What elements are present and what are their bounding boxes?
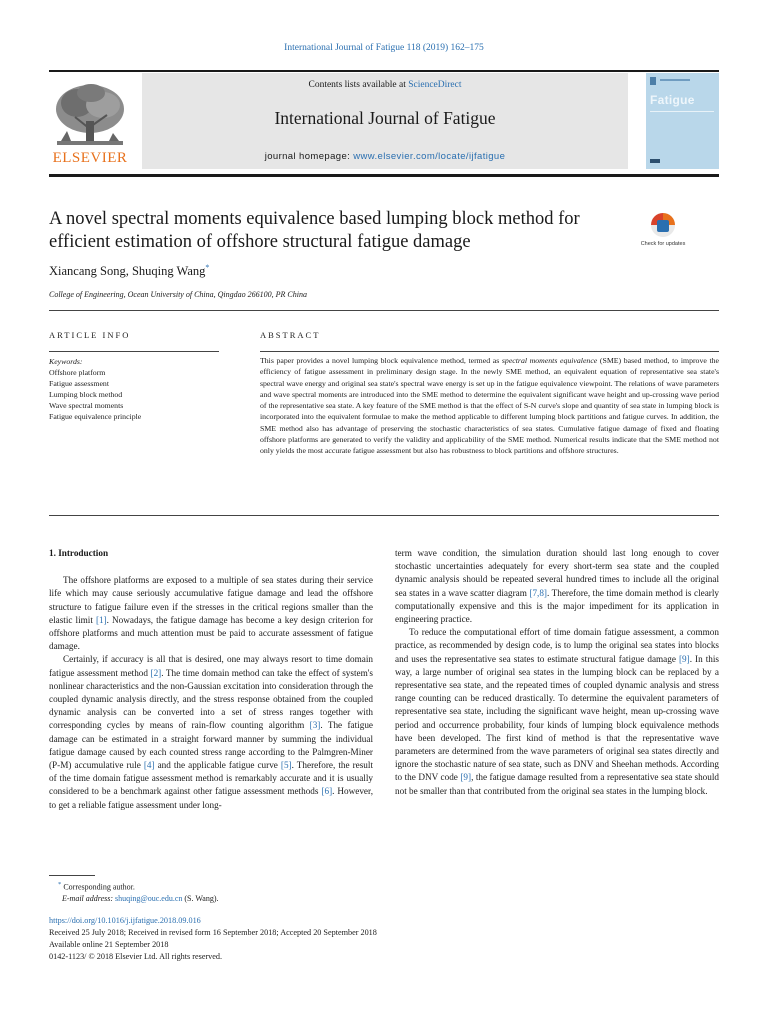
abstract-rule — [260, 351, 719, 352]
body-left-column — [49, 547, 373, 812]
available-online: Available online 21 September 2018 — [49, 940, 169, 949]
citation-link[interactable]: [9] — [460, 772, 472, 783]
homepage-prefix: journal homepage: — [264, 151, 354, 162]
paragraph — [395, 547, 719, 626]
keywords-block — [49, 356, 229, 422]
title-separator — [49, 310, 719, 311]
abstract-text — [260, 355, 719, 457]
crossmark-label: Check for updates — [640, 241, 686, 247]
text-run: . Therefore, the time domain method is clearly computationally expensive and this is the major impediment for its application in engineering practice. — [395, 587, 719, 625]
doi-link[interactable]: https://doi.org/10.1016/j.ijfatigue.2018.09.016 — [49, 916, 201, 925]
cover-journal-name: Fatigue — [650, 93, 695, 107]
abstract-separator — [49, 515, 719, 516]
text-run: and the applicable fatigue curve — [154, 760, 281, 771]
email-label: E-mail address: — [62, 894, 116, 903]
abstract-part2: (SME) based method, to improve the efficiency of fatigue assessment in preliminary design stage. In the newly SME method, an equivalent equation of representative sea state's spectral wave energy and original sea state's spectral wave energy is set up in the fatigue equivalence viewpoint. The relations of wave parameters and wave spectral moments are introduced into the SME method to determine the equivalent significant wave height and up-crossing wave period of the representative sea state. A key feature of the SME method is that the effect of S-N curve's slope and quantity of sea state in lumping block is incorporated into the equivalent formulae to make the method applicable to different lumping block partitions and fatigue curves. In addition, the SME method also has advantage of preserving the stochastic characteristics of sea states. Cumulative fatigue damage of fixed and floating offshore platforms are generated to verify the validity and applicability of the SME method. Numerical results indicate that the SME method not only yields the most accurate fatigue assessment but also has robustness to block partitions and offshore structures. — [260, 356, 719, 456]
citation-link[interactable]: [4] — [143, 760, 155, 771]
email-footnote — [62, 894, 218, 903]
citation-link[interactable]: [7,8] — [529, 587, 547, 598]
citation-link[interactable]: [2] — [150, 667, 162, 678]
text-run: . The time domain method can take the effect of system's nonlinear characteristics and the non-Gaussian excitation into consideration through the coupled dynamic analysis directly, and the stress response obtained from the coupled dynamic analysis can be converted into a set of stress ranges together with corresponding cycles by means of rain-flow counting algorithm — [49, 667, 373, 731]
header-bottom-rule — [49, 174, 719, 177]
text-run: . Therefore, the result of the time domain fatigue assessment method is remarkably accurate and it is usually considered to be a benchmark against other fatigue assessment methods — [49, 760, 374, 797]
elsevier-wordmark: ELSEVIER — [52, 150, 128, 166]
contents-line — [142, 80, 628, 90]
citation-link[interactable]: [5] — [280, 760, 292, 771]
keyword-item: Wave spectral moments — [49, 401, 124, 410]
corresponding-text: Corresponding author. — [61, 882, 135, 892]
abstract-part1: This paper provides a novel lumping block equivalence method, termed as — [260, 356, 502, 365]
keywords-label: Keywords: — [49, 357, 83, 366]
received-dates: Received 25 July 2018; Received in revised form 16 September 2018; Accepted 20 September 2018 — [49, 928, 377, 937]
paragraph — [49, 574, 373, 653]
text-run: . However, to get a reliable fatigue assessment under long- — [49, 786, 373, 810]
affiliation: College of Engineering, Ocean University of China, Qingdao 266100, PR China — [49, 290, 307, 299]
keyword-item: Offshore platform — [49, 368, 106, 377]
corresponding-author-mark[interactable]: * — [205, 263, 210, 272]
sciencedirect-link[interactable]: ScienceDirect — [408, 80, 462, 90]
footnote-mark: * — [58, 881, 62, 888]
keyword-item: Fatigue assessment — [49, 379, 109, 388]
body-right-column — [395, 547, 719, 798]
abstract-emphasis: spectral moments equivalence — [501, 356, 598, 365]
citation-link[interactable]: [9] — [678, 653, 690, 664]
homepage-link[interactable]: www.elsevier.com/locate/ijfatigue — [353, 151, 506, 162]
paragraph — [49, 653, 373, 811]
header-top-rule — [49, 70, 719, 72]
article-title: A novel spectral moments equivalence based lumping block method for efficient estimation of offshore structural fatigue damage — [49, 209, 580, 252]
text-run: , the fatigue damage resulted from a representative sea state should not be smaller than that contributed from the original sea states in the lumping block. — [395, 772, 719, 796]
contents-prefix: Contents lists available at — [308, 80, 409, 90]
keyword-item: Fatigue equivalence principle — [49, 412, 142, 421]
section-title: 1. Introduction — [49, 548, 109, 558]
journal-homepage — [142, 151, 628, 162]
article-footer — [49, 915, 377, 963]
check-for-updates-icon[interactable] — [640, 211, 686, 257]
copyright: 0142-1123/ © 2018 Elsevier Ltd. All rights reserved. — [49, 952, 223, 961]
email-owner: (S. Wang). — [182, 894, 219, 903]
article-info-heading: ARTICLE INFO — [49, 330, 131, 340]
journal-citation[interactable]: International Journal of Fatigue 118 (2019) 162–175 — [284, 43, 484, 53]
text-run: . Nowadays, the fatigue damage has become a key design criterion for offshore platforms and much attention must be paid to accurate assessment of fatigue damage. — [49, 614, 373, 652]
email-link[interactable]: shuqing@ouc.edu.cn — [115, 894, 183, 903]
text-run: To reduce the computational effort of time domain fatigue assessment, a common practice, as recommended by design code, is to lump the original sea states into blocks and uses the representative sea states to estimate structural fatigue damage — [395, 627, 719, 664]
abstract-heading: ABSTRACT — [260, 330, 321, 340]
citation-link[interactable]: [1] — [95, 614, 107, 625]
citation-link[interactable]: [6] — [321, 786, 333, 797]
text-run: The offshore platforms are exposed to a multiple of sea states during their service life which may cause seriously accumulative fatigue damage and lead the offshore structure to fatigue failure even if the stresses in the critical regions smaller than the elastic limit — [49, 575, 373, 625]
corresponding-footnote — [58, 881, 135, 892]
citation-link[interactable]: [3] — [309, 720, 321, 731]
keyword-item: Lumping block method — [49, 390, 123, 399]
journal-title: International Journal of Fatigue — [274, 108, 496, 128]
text-run: . In this way, a large number of original sea states in the lumping block can be replaced by a representative sea state, and the repeated times of coupled dynamic analysis and stress range counting can be reduced drastically. To determine the equivalent parameters of representative sea state, including the significant wave height, mean up-crossing wave period and occurrence probability, four kinds of lumping block equivalence methods have been developed. The first kind of method is that the representative wave parameters are determined from the wave parameters of original sea states directly and ignore the stochastic nature of sea state, such as DNV and Sheehan methods. According to the DNV code — [395, 653, 719, 783]
text-run: Certainly, if accuracy is all that is desired, one may always resort to time domain fatigue assessment method — [49, 654, 373, 678]
journal-cover-thumbnail — [646, 73, 719, 169]
authors: Xiancang Song, Shuqing Wang — [49, 264, 206, 279]
paragraph — [395, 626, 719, 798]
text-run: term wave condition, the simulation duration should last long enough to cover stochastic uncertainties adequately for every short-term sea state and the coupled dynamic analysis should be repeated several hundred times to include all the original sea states in a wave scatter diagram — [395, 548, 719, 598]
article-info-rule — [49, 351, 219, 352]
journal-cover-art-icon — [646, 73, 719, 169]
author-list — [49, 263, 209, 279]
text-run: . The fatigue damage can be estimated in a straight forward manner by summing the individual fatigue damage caused by each counted stress range according to the Palmgren-Miner (P-M) accumulative rule — [49, 720, 373, 771]
footnote-rule — [49, 875, 95, 876]
